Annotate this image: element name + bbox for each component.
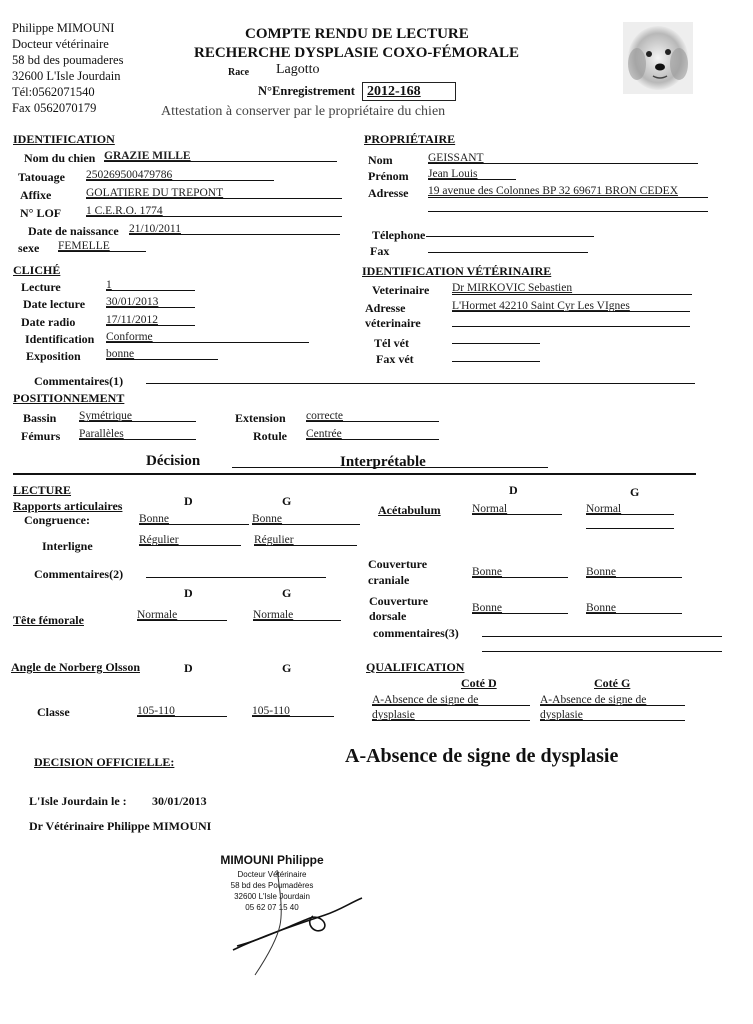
owner-address-label: Adresse [368, 186, 409, 200]
vet-fax-label: Fax vét [376, 352, 414, 366]
cranial-label-1: Couverture [368, 557, 428, 571]
vet-tel: Tél:0562071540 [12, 85, 95, 99]
place-label: L'Isle Jourdain le : [29, 794, 127, 808]
dog-name-value[interactable]: GRAZIE MILLE [104, 150, 191, 162]
vet-title: Docteur vétérinaire [12, 37, 109, 51]
lecture-label: Lecture [21, 280, 61, 294]
sex-label: sexe [18, 241, 40, 255]
cliche-header: CLICHÉ [13, 263, 61, 277]
tete-femorale-label: Tête fémorale [13, 613, 84, 627]
qualification-header: QUALIFICATION [366, 660, 465, 674]
classe-g[interactable]: 105-110 [252, 705, 290, 717]
section-divider [13, 473, 696, 475]
congruence-label: Congruence: [24, 513, 90, 527]
col-g-2: G [282, 586, 292, 600]
vet-identification-header: IDENTIFICATION VÉTÉRINAIRE [362, 264, 552, 278]
affixe-label: Affixe [20, 188, 52, 202]
vet-fax: Fax 0562070179 [12, 101, 97, 115]
cranial-g[interactable]: Bonne [586, 566, 617, 578]
acetabulum-label: Acétabulum [378, 503, 441, 517]
affixe-value[interactable]: GOLATIERE DU TREPONT [86, 187, 224, 199]
dog-portrait-icon [623, 22, 693, 94]
qualification-g-line2[interactable]: dysplasie [540, 709, 583, 721]
stamp-street: 58 bd des Poumadères [230, 881, 314, 890]
col-g-right: G [630, 485, 640, 499]
congruence-g[interactable]: Bonne [252, 513, 283, 525]
congruence-d[interactable]: Bonne [139, 513, 170, 525]
col-d-1: D [184, 494, 193, 508]
cranial-d[interactable]: Bonne [472, 566, 503, 578]
col-g-3: G [282, 661, 292, 675]
vet-address-label-2: véterinaire [365, 316, 421, 330]
stamp-city: 32600 L'Isle Jourdain [234, 892, 310, 901]
birthdate-label: Date de naissance [28, 224, 119, 238]
tattoo-label: Tatouage [18, 170, 65, 184]
interligne-g[interactable]: Régulier [254, 534, 294, 546]
cote-g-label: Coté G [594, 676, 631, 690]
vet-city: 32600 L'Isle Jourdain [12, 69, 121, 83]
stamp-phone: 05 62 07 15 40 [245, 903, 299, 912]
comment1-label: Commentaires(1) [34, 374, 124, 388]
signature-date: 30/01/2013 [152, 794, 207, 808]
registration-label: N°Enregistrement [258, 84, 355, 98]
doc-title-1: COMPTE RENDU DE LECTURE [245, 26, 469, 42]
qualification-d-line1[interactable]: A-Absence de signe de [372, 694, 479, 706]
lecture-value[interactable]: 1 [106, 279, 112, 291]
identification-check-value[interactable]: Conforme [106, 331, 153, 343]
classe-label: Classe [37, 705, 70, 719]
identification-header: IDENTIFICATION [13, 132, 115, 146]
qualification-g-line1[interactable]: A-Absence de signe de [540, 694, 647, 706]
lecture-header: LECTURE [13, 483, 72, 497]
stamp-name: MIMOUNI Philippe [220, 853, 324, 867]
cote-d-label: Coté D [461, 676, 497, 690]
femurs-value[interactable]: Parallèles [79, 428, 124, 440]
tattoo-value[interactable]: 250269500479786 [86, 169, 173, 181]
owner-address-value[interactable]: 19 avenue des Colonnes BP 32 69671 BRON CEDEX [428, 185, 679, 197]
decision-value: Interprétable [340, 454, 426, 470]
doc-title-2: RECHERCHE DYSPLASIE COXO-FÉMORALE [194, 45, 520, 61]
date-lecture-value[interactable]: 30/01/2013 [106, 296, 159, 308]
vet-tel-label: Tél vét [374, 336, 409, 350]
attestation-note: Attestation à conserver par le propriétaire du chien [161, 104, 446, 119]
owner-lastname-label: Nom [368, 153, 393, 167]
owner-header: PROPRIÉTAIRE [364, 132, 456, 146]
interligne-d[interactable]: Régulier [139, 534, 179, 546]
dorsale-label-1: Couverture [369, 594, 429, 608]
vet-name-label: Veterinaire [372, 283, 430, 297]
owner-firstname-label: Prénom [368, 169, 409, 183]
decision-officielle-value: A-Absence de signe de dysplasie [345, 745, 619, 767]
col-d-right: D [509, 483, 518, 497]
race-value: Lagotto [276, 62, 320, 77]
vet-address-label: Adresse [365, 301, 406, 315]
bassin-value[interactable]: Symétrique [79, 410, 133, 422]
decision-label: Décision [146, 453, 201, 469]
birthdate-value[interactable]: 21/10/2011 [129, 223, 181, 235]
owner-fax-label: Fax [370, 244, 390, 258]
comment3-field[interactable] [482, 636, 722, 637]
vet-street: 58 bd des poumaderes [12, 53, 124, 67]
comment3-label: commentaires(3) [373, 626, 459, 640]
sex-value[interactable]: FEMELLE [58, 240, 110, 252]
extension-value[interactable]: correcte [306, 410, 344, 422]
race-label: Race [228, 67, 250, 78]
exposition-label: Exposition [26, 349, 81, 363]
lof-label: N° LOF [20, 206, 62, 220]
handwritten-signature-icon [225, 870, 370, 980]
decision-officielle-label: DECISION OFFICIELLE: [34, 755, 175, 769]
signer-name: Dr Vétérinaire Philippe MIMOUNI [29, 819, 212, 833]
stamp-title: Docteur Vétérinaire [237, 870, 307, 879]
classe-d[interactable]: 105-110 [137, 705, 175, 717]
positionnement-header: POSITIONNEMENT [13, 391, 125, 405]
cranial-label-2: craniale [368, 573, 410, 587]
rotule-label: Rotule [253, 429, 287, 443]
bassin-label: Bassin [23, 411, 57, 425]
tete-femorale-d[interactable]: Normale [137, 609, 178, 621]
vet-name-value[interactable]: Dr MIRKOVIC Sebastien [452, 282, 573, 294]
identification-check-label: Identification [25, 332, 95, 346]
date-radio-value[interactable]: 17/11/2012 [106, 314, 158, 326]
comment2-field[interactable] [146, 577, 326, 578]
col-d-3: D [184, 661, 193, 675]
acetabulum-g[interactable]: Normal [586, 503, 622, 515]
dorsale-label-2: dorsale [369, 609, 407, 623]
interligne-label: Interligne [42, 539, 93, 553]
registration-number: 2012-168 [362, 82, 456, 101]
owner-firstname-value[interactable]: Jean Louis [428, 168, 478, 180]
vet-name: Philippe MIMOUNI [12, 21, 115, 35]
tete-femorale-g[interactable]: Normale [253, 609, 294, 621]
exposition-value[interactable]: bonne [106, 348, 135, 360]
rapports-label: Rapports articulaires [13, 499, 123, 513]
owner-lastname-value[interactable]: GEISSANT [428, 152, 484, 164]
dog-name-label: Nom du chien [24, 151, 96, 165]
qualification-d-line2[interactable]: dysplasie [372, 709, 415, 721]
extension-label: Extension [235, 411, 286, 425]
comment2-label: Commentaires(2) [34, 567, 124, 581]
date-lecture-label: Date lecture [23, 297, 86, 311]
col-g-1: G [282, 494, 292, 508]
acetabulum-d[interactable]: Normal [472, 503, 508, 515]
col-d-2: D [184, 586, 193, 600]
vet-header [12, 20, 123, 116]
dorsale-d[interactable]: Bonne [472, 602, 503, 614]
vet-address-value[interactable]: L'Hormet 42210 Saint Cyr Les VIgnes [452, 300, 630, 312]
norberg-label: Angle de Norberg Olsson [11, 660, 140, 674]
date-radio-label: Date radio [21, 315, 76, 329]
femurs-label: Fémurs [21, 429, 61, 443]
dorsale-g[interactable]: Bonne [586, 602, 617, 614]
lof-value[interactable]: 1 C.E.R.O. 1774 [86, 205, 163, 217]
owner-phone-label: Télephone [372, 228, 426, 242]
rotule-value[interactable]: Centrée [306, 428, 342, 440]
comment1-field[interactable] [146, 383, 695, 384]
